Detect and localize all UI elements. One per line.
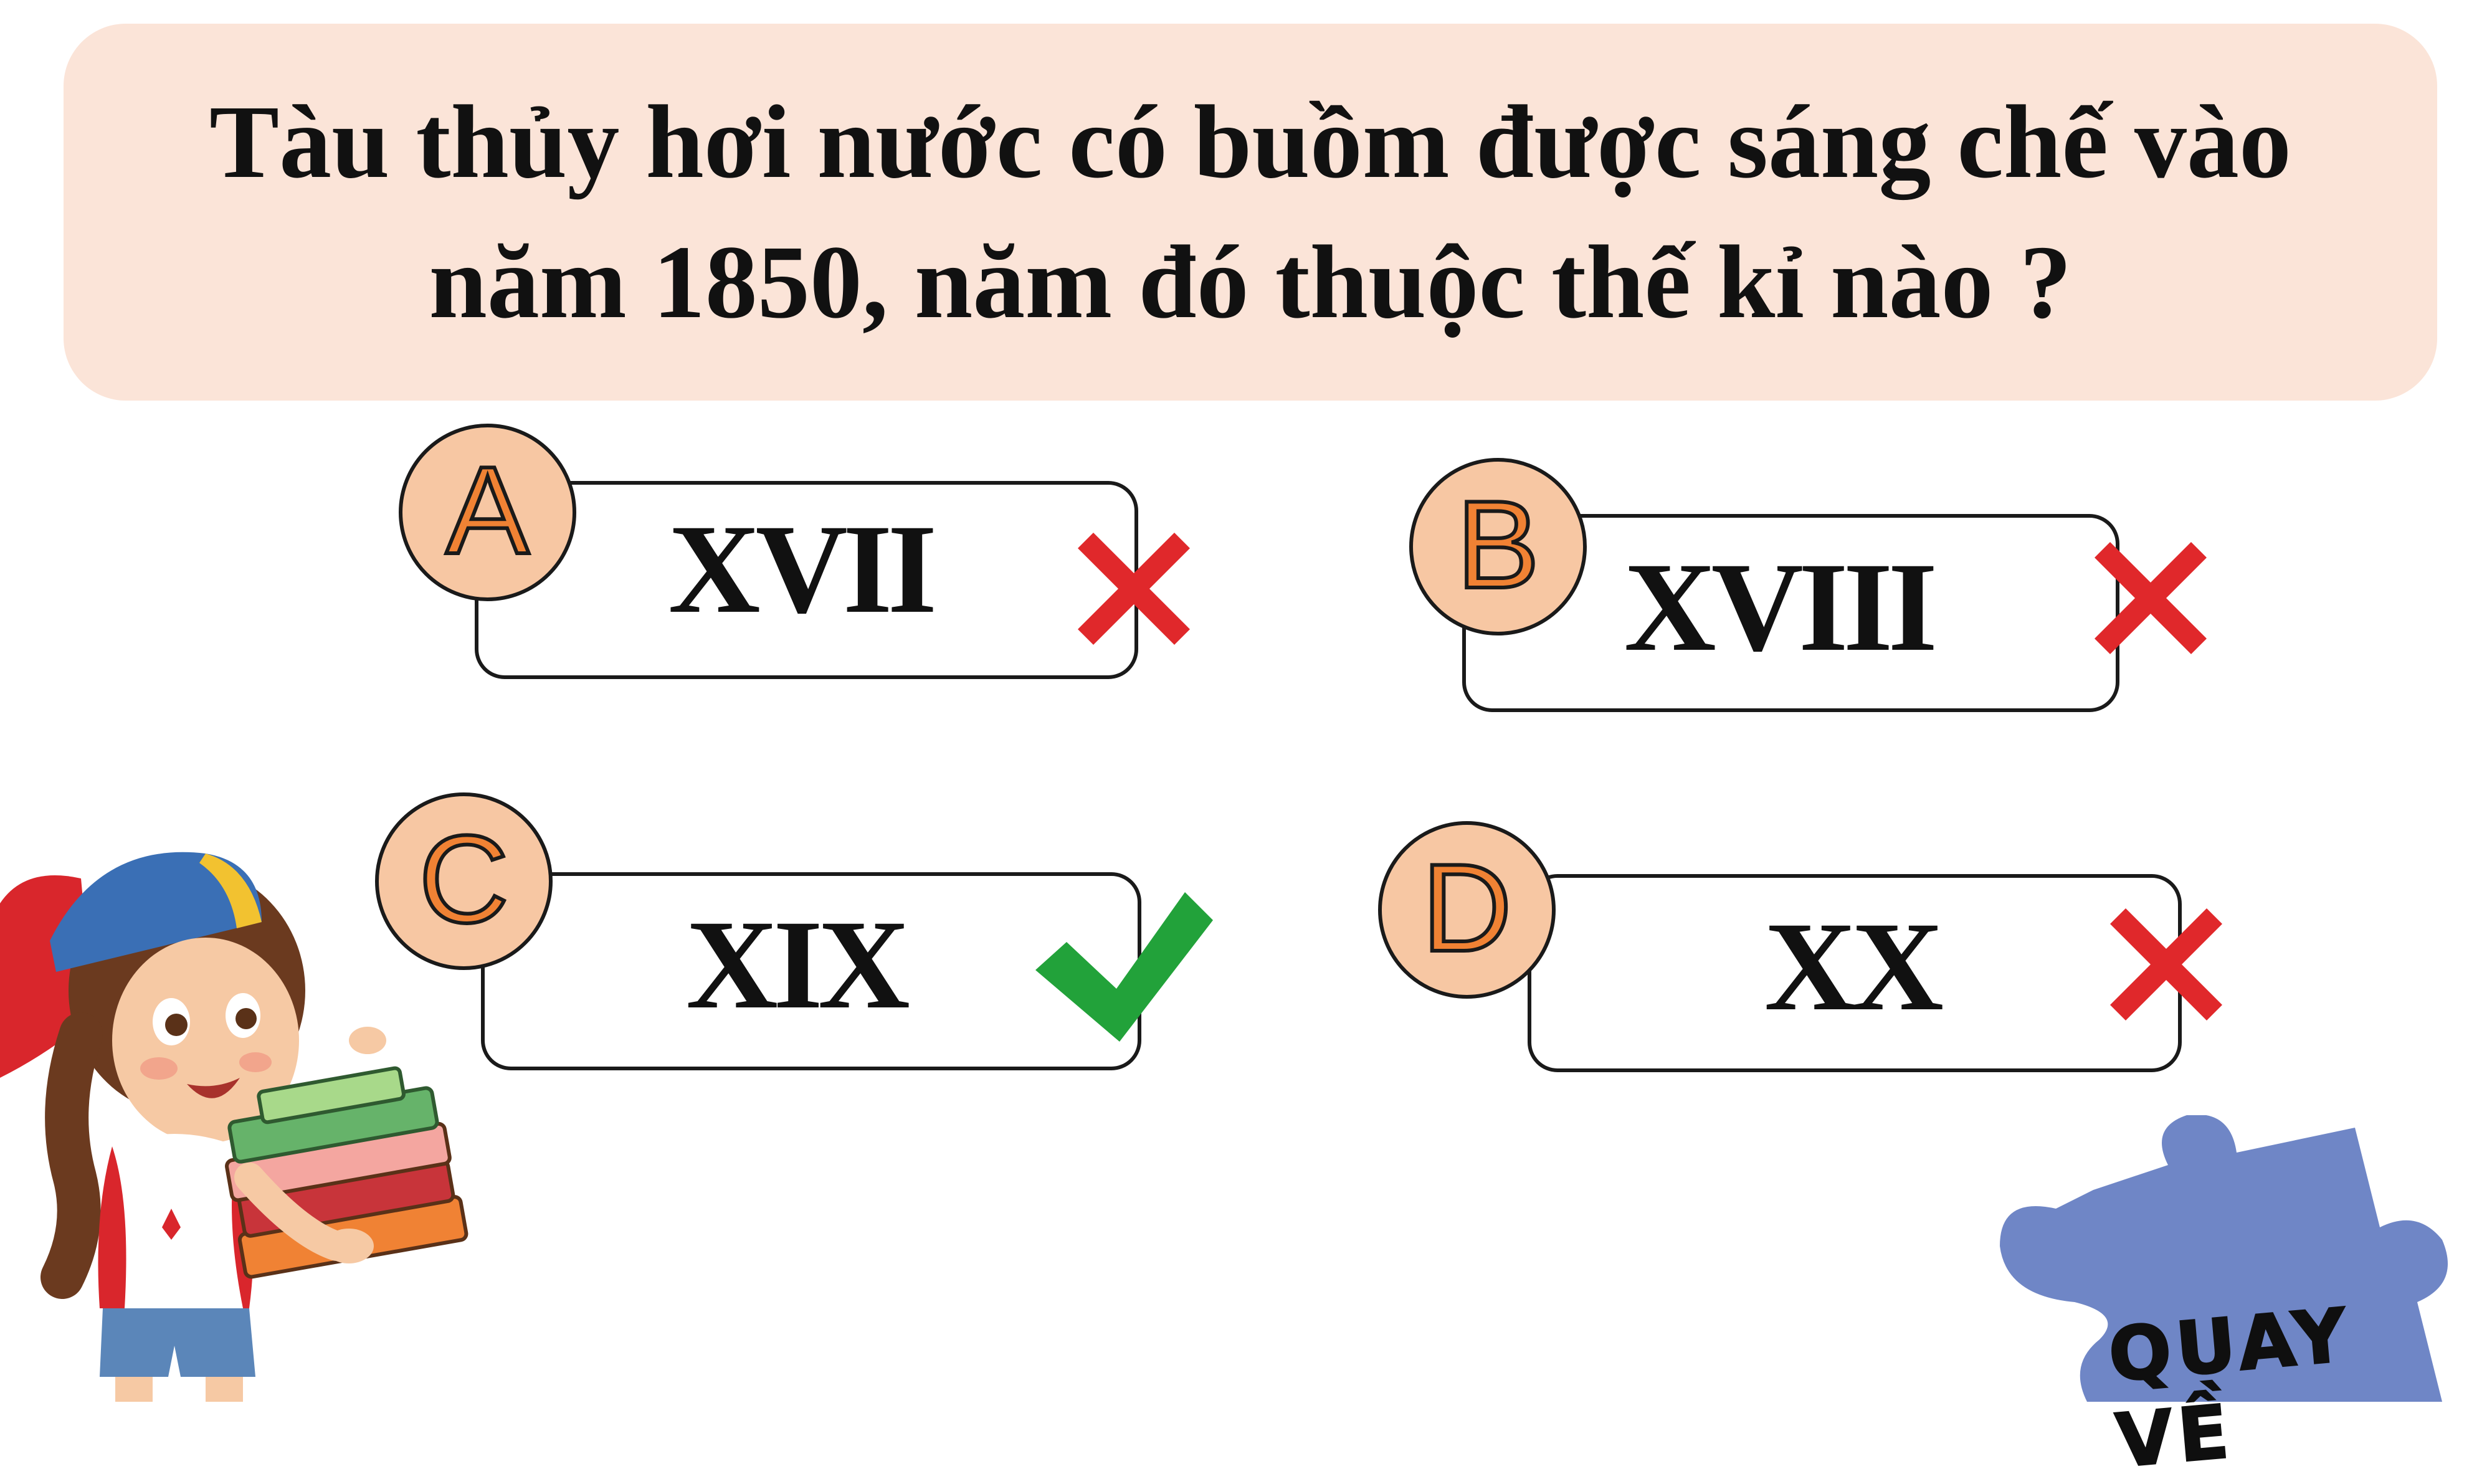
answer-text-c: XIX — [686, 894, 905, 1035]
back-button-label[interactable]: QUAY VỀ — [2105, 1291, 2355, 1484]
answer-option-c[interactable] — [375, 792, 1247, 1079]
answer-badge-b — [1409, 458, 1587, 635]
question-line-2: năm 1850, năm đó thuộc thế kỉ nào ? — [429, 224, 2072, 340]
question-banner — [70, 30, 2431, 394]
answer-letter-b: B — [1456, 475, 1540, 614]
answer-option-a[interactable] — [399, 424, 1234, 685]
cross-icon — [2076, 523, 2225, 673]
checkmark-icon — [1029, 886, 1216, 1048]
answer-text-a: XVII — [668, 498, 933, 640]
answer-text-d: XX — [1764, 896, 1939, 1037]
cross-icon — [1059, 514, 1209, 664]
question-text — [79, 72, 2422, 353]
answer-text-b: XVIII — [1624, 536, 1933, 678]
answer-option-b[interactable] — [1409, 458, 2257, 720]
answer-box-d[interactable] — [1528, 874, 2182, 1072]
answer-letter-c: C — [419, 809, 509, 949]
cross-icon — [2091, 890, 2241, 1039]
answer-option-d[interactable] — [1378, 821, 2250, 1083]
answer-letter-d: D — [1422, 838, 1512, 977]
girl-with-books-illustration — [0, 829, 498, 1402]
question-line-1: Tàu thủy hơi nước có buồm được sáng chế vào — [209, 83, 2291, 200]
answer-badge-a — [399, 424, 576, 601]
answer-letter-a: A — [445, 440, 530, 580]
answer-badge-d — [1378, 821, 1556, 999]
